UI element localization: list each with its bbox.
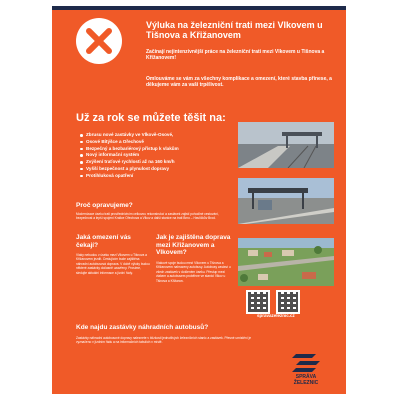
logo-wordmark: [288, 374, 324, 386]
limits-text: Vlaky nebudou v úseku mezi Vlkovem u Tišnova a Křižanovem jezdit. Cestujícím bude zajištěna náhradní autobusová doprava. V době výluky budou některé zastávky dočasně uzavřeny. Prosíme, sledujte aktuální informace a jízdní řády.: [76, 253, 150, 275]
qr-code-right[interactable]: [276, 290, 300, 314]
why-text: Modernizace úseku trati prostřednictvím celkovou rekonstrukcí a zastávek zajistí pohodlné cestování, bezpečnost a lepší spojení Kralice Ořechova a Vlkov a další stanice na trati Brno – Havlíčkův Brod.: [76, 212, 219, 221]
apology-text: Omlouváme se vám za všechny komplikace a omezení, které stavba přinese, a děkujeme vám za vaši trpělivost.: [146, 76, 332, 89]
aerial-photo: [238, 238, 334, 286]
list-item: Zbrusu nové zastávky ve Vlkově-Osové,: [80, 132, 230, 139]
qr-code-left[interactable]: [246, 290, 270, 314]
station-photo: [238, 178, 334, 224]
logo-line-2: ŽELEZNIC: [293, 380, 319, 386]
intro-text: Začínají nejintenzivnější práce na železniční trati mezi Vlkovem u Tišnova a Křižanovem!: [146, 49, 325, 62]
poster-title: Výluka na železniční trati mezi Vlkovem u Tišnova a Křižanovem: [146, 20, 323, 40]
logo-line-1: SPRÁVA: [295, 374, 317, 380]
limits-title: Jaká omezení vás čekají?: [76, 234, 131, 249]
top-bar: [52, 6, 346, 10]
transport-title: Jak je zajištěna doprava mezi Křižanovem a Vlkovem?: [156, 234, 231, 256]
stops-title: Kde najdu zastávky náhradních autobusů?: [76, 324, 209, 331]
closure-x-icon: [76, 18, 122, 64]
benefits-title: Už za rok se můžete těšit na:: [76, 112, 226, 124]
sprava-zeleznic-logo: [288, 352, 324, 392]
transport-text: Vlakové spoje budou mezi Vlkovem u Tišnova a Křižanovem nahrazeny autobusy. Autobusy zastaví u všech zastávek v dotčeném úseku. Přestup mezi vlakem a autobusem proběhne ve stanici Vlkov u Tišnova a Křižanov.: [156, 261, 231, 283]
list-item: Vyšší bezpečnost a plynulost dopravy: [80, 166, 230, 173]
stops-text: Zastávky náhradní autobusové dopravy naleznete v blízkosti jednotlivých železničních stanic a zastávek. Přesné umístění je vyznačeno v jízdním řádu a na informačních tabulích v místě.: [76, 336, 252, 345]
closure-poster: [52, 6, 346, 394]
website-link[interactable]: spravazeleznic.cz: [257, 313, 295, 318]
platform-photo: [238, 122, 334, 168]
why-title: Proč opravujeme?: [76, 202, 133, 209]
benefits-list: [80, 132, 230, 180]
list-item: Nový informační systém: [80, 152, 230, 159]
list-item: Bezpečný a bezbariérový přístup k vlakům: [80, 146, 230, 153]
list-item: Protihluková opatření: [80, 173, 230, 180]
list-item: Zvýšení traťové rychlosti až na 160 km/h: [80, 159, 230, 166]
list-item: Osové Bítýšce a Ořechově: [80, 139, 230, 146]
